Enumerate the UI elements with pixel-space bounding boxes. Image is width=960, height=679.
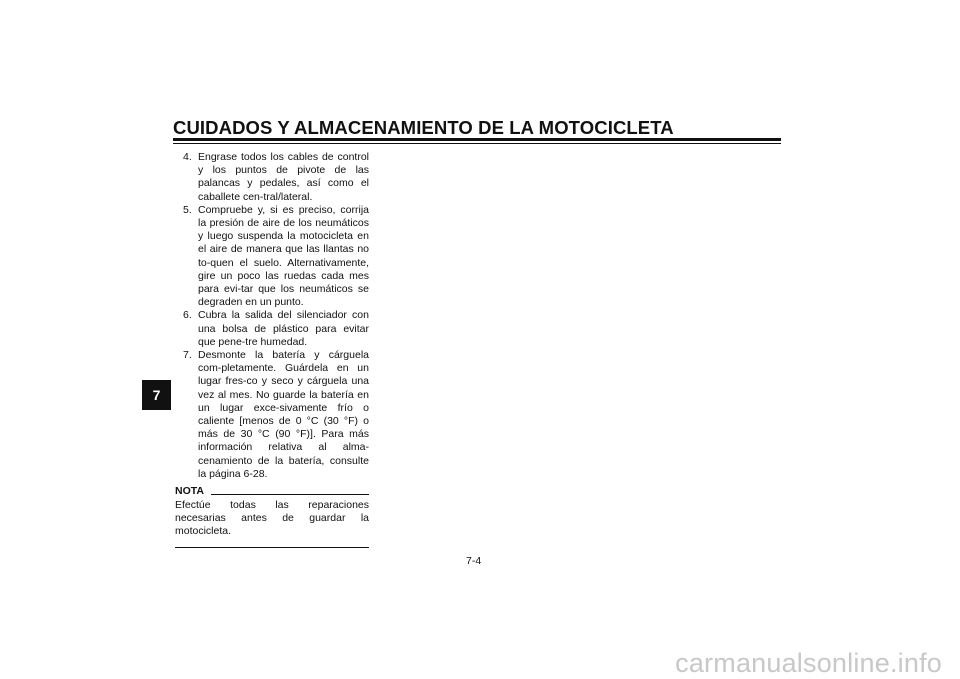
page-number: 7-4 (466, 555, 482, 567)
step-text: Desmonte la batería y cárguela com-pletamente. Guárdela en un lugar fres-co y seco y cárguela una vez al mes. No guarde la batería en un lugar exce-sivamente frío o caliente [menos de 0 °C (30 °F) o más de 30 °C (90 °F)]. Para más información relativa al alma-cenamiento de la batería, consulte la página 6-28. (198, 349, 369, 480)
note-end-rule (175, 547, 369, 548)
chapter-tab: 7 (142, 380, 171, 410)
header-rule-thin (173, 143, 781, 144)
header-rule-thick (173, 138, 781, 141)
watermark: carmanualsonline.info (675, 648, 942, 678)
page-title: CUIDADOS Y ALMACENAMIENTO DE LA MOTOCICLETA (173, 117, 674, 138)
note-label: NOTA (175, 485, 204, 498)
list-item (175, 151, 369, 204)
step-text: Engrase todos los cables de control y los puntos de pivote de las palancas y pedales, así como el caballete cen-tral/lateral. (198, 151, 369, 203)
main-content (175, 151, 369, 548)
list-item (175, 204, 369, 310)
list-item (175, 349, 369, 481)
steps-list (175, 151, 369, 481)
step-number: 7. (183, 349, 192, 362)
step-number: 4. (183, 151, 192, 163)
step-number: 5. (183, 203, 192, 216)
step-number: 6. (183, 309, 192, 322)
step-text: Compruebe y, si es preciso, corrija la presión de aire de los neumáticos y luego suspenda la motocicleta en el aire de manera que las llantas no to-quen el suelo. Alternativamente, gire un poco las ruedas cada mes para evi-tar que los neumáticos se degraden en un punto. (198, 203, 369, 309)
step-text: Cubra la salida del silenciador con una bolsa de plástico para evitar que pene-tre humedad. (198, 309, 369, 348)
note-header (175, 485, 369, 497)
note-text: Efectúe todas las reparaciones necesarias antes de guardar la motocicleta. (175, 499, 369, 538)
note-rule (211, 494, 369, 495)
list-item (175, 309, 369, 349)
